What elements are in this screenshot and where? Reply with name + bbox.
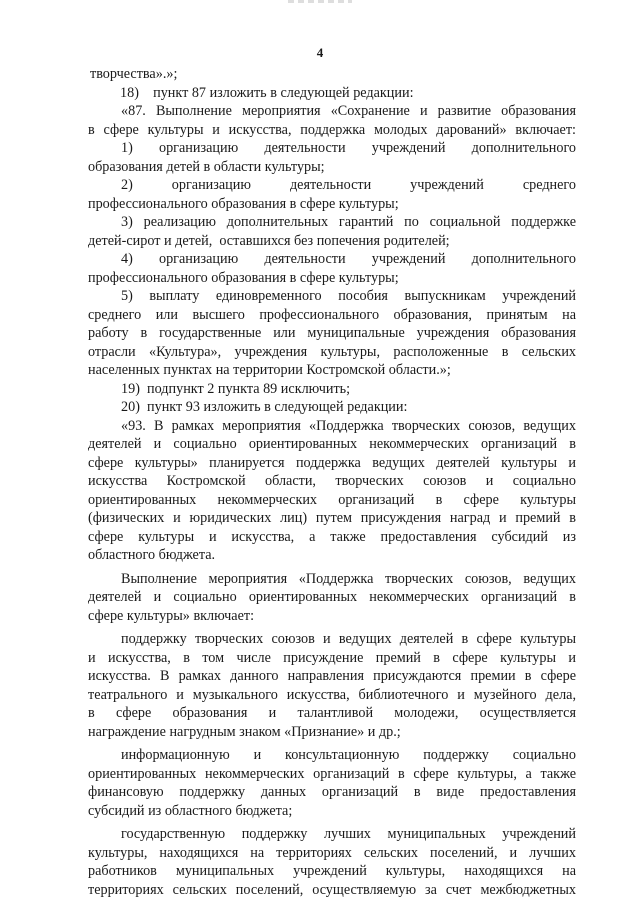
text-line: отрасли «Культура», учреждения культуры, расположенные в сельских (88, 344, 576, 360)
text-line: 18) пункт 87 изложить в следующей редакции: (120, 85, 414, 101)
scan-artifact (288, 0, 352, 3)
text-line: искусства. В рамках данного направления присуждаются премии в сфере (88, 668, 576, 684)
text-line: 2) организацию деятельности учреждений среднего (121, 177, 576, 193)
text-line: ориентированных некоммерческих организаций в сфере культуры (88, 492, 576, 508)
text-line: 19) подпункт 2 пункта 89 исключить; (121, 381, 351, 397)
text-line: поддержку творческих союзов и ведущих деятелей в сфере культуры (121, 631, 576, 647)
text-line: театрального и музыкального искусства, библиотечного и музейного дела, (88, 687, 576, 703)
text-line: работников муниципальных учреждений культуры, находящихся на (88, 863, 576, 879)
text-line: 5) выплату единовременного пособия выпускникам учреждений (121, 288, 576, 304)
text-line: ориентированных некоммерческих организаций в сфере культуры, а также (88, 766, 576, 782)
text-line: 3) реализацию дополнительных гарантий по социальной поддержке (121, 214, 576, 230)
text-line: профессионального образования в сфере культуры; (88, 196, 399, 212)
text-line: творчества».»; (90, 66, 178, 82)
text-line: «87. Выполнение мероприятия «Сохранение и развитие образования (121, 103, 576, 119)
text-line: профессионального образования в сфере культуры; (88, 270, 399, 286)
text-line: 4) организацию деятельности учреждений дополнительного (121, 251, 576, 267)
text-line: сфере культуры» планируется поддержка ведущих деятелей культуры и (88, 455, 576, 471)
text-line: деятелей и социально ориентированных некоммерческих организаций в (88, 436, 576, 452)
text-line: образования детей в области культуры; (88, 159, 325, 175)
text-line: искусства Костромской области, творческих союзов и социально (88, 473, 576, 489)
text-line: в сфере культуры и искусства, поддержка молодых дарований» включает: (88, 122, 576, 138)
text-line: Выполнение мероприятия «Поддержка творческих союзов, ведущих (121, 571, 576, 587)
text-line: областного бюджета. (88, 547, 216, 563)
text-line: информационную и консультационную поддержку социально (121, 747, 576, 763)
text-line: деятелей и социально ориентированных некоммерческих организаций в (88, 589, 576, 605)
text-line: 1) организацию деятельности учреждений дополнительного (121, 140, 576, 156)
text-line: государственную поддержку лучших муниципальных учреждений (121, 826, 576, 842)
page-number: 4 (316, 45, 324, 60)
text-line: населенных пунктах на территории Костромской области.»; (88, 362, 451, 378)
text-line: 20) пункт 93 изложить в следующей редакции: (121, 399, 408, 415)
text-line: и искусства, в том числе присуждение премий в сфере культуры и (88, 650, 576, 666)
text-line: финансовую поддержку данных организаций в виде предоставления (88, 784, 576, 800)
text-line: среднего или высшего профессионального образования, принятым на (88, 307, 576, 323)
text-line: (физических и юридических лиц) путем присуждения наград и премий в (88, 510, 576, 526)
text-line: территориях сельских поселений, осуществляемую за счет межбюджетных (88, 882, 576, 898)
text-line: «93. В рамках мероприятия «Поддержка творческих союзов, ведущих (121, 418, 576, 434)
text-line: в сфере образования и талантливой молодежи, осуществляется (88, 705, 576, 721)
text-line: работу в государственные или муниципальные учреждения образования (88, 325, 576, 341)
text-line: культуры, находящихся на территориях сельских поселений, и лучших (88, 845, 576, 861)
text-line: сфере культуры» включает: (88, 608, 255, 624)
text-line: детей-сирот и детей, оставшихся без попечения родителей; (88, 233, 450, 249)
text-line: сфере культуры и искусства, а также предоставления субсидий из (88, 529, 576, 545)
text-line: субсидий из областного бюджета; (88, 803, 293, 819)
text-line: награждение нагрудным знаком «Признание» и др.; (88, 724, 401, 740)
